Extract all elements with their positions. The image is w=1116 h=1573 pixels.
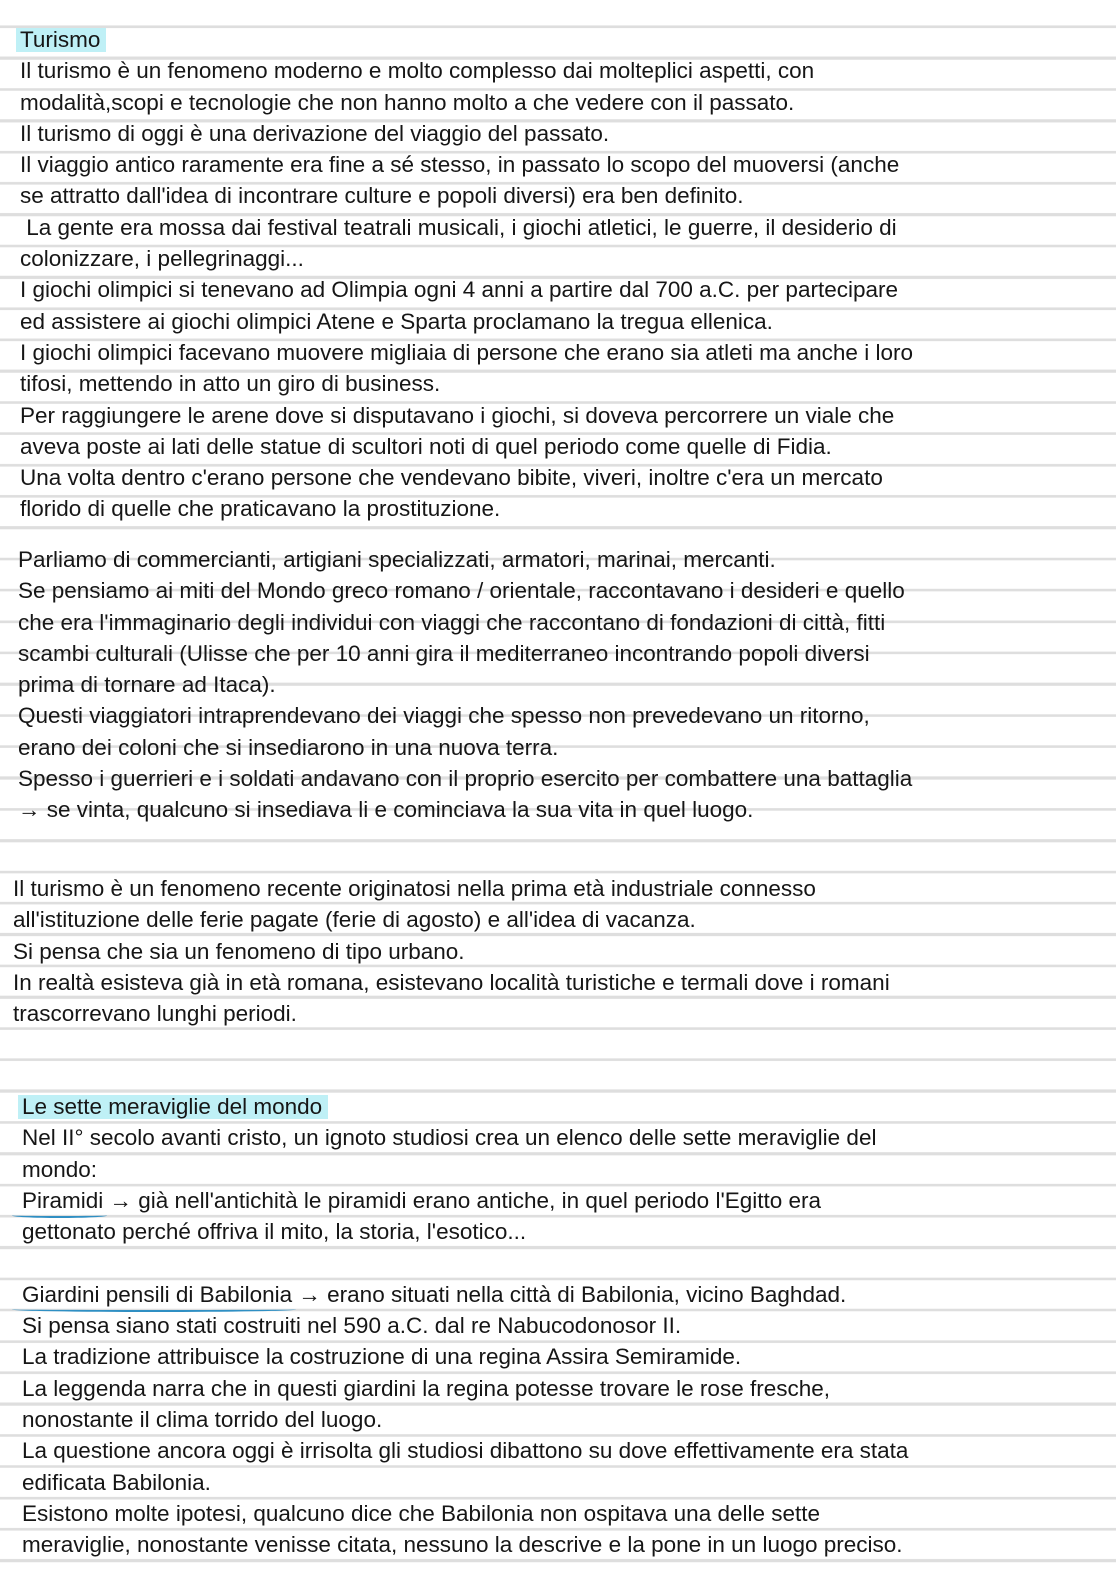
text-line: Il turismo di oggi è una derivazione del viaggio del passato. (20, 120, 610, 146)
section-meraviglie (22, 1091, 908, 1560)
text-line: Si pensa siano stati costruiti nel 590 a.C. dal re Nabucodonosor II. (22, 1313, 682, 1339)
text-line: mondo: (22, 1156, 98, 1182)
text-line: I giochi olimpici facevano muovere migliaia di persone che erano sia atleti ma anche i loro (20, 339, 913, 365)
text-line: Per raggiungere le arene dove si disputavano i giochi, si doveva percorrere un viale che (20, 402, 895, 428)
text-line: trascorrevano lunghi periodi. (13, 1001, 297, 1027)
text-line: edificata Babilonia. (22, 1469, 211, 1495)
text-line: La leggenda narra che in questi giardini la regina potesse trovare le rose fresche, (22, 1375, 830, 1401)
text-line: Se pensiamo ai miti del Mondo greco romano / orientale, raccontavano i desideri e quello (18, 578, 905, 604)
text-line: Il viaggio antico raramente era fine a sé stesso, in passato lo scopo del muoversi (anche (20, 152, 900, 178)
text-line: ed assistere ai giochi olimpici Atene e Sparta proclamano la tregua ellenica. (20, 308, 773, 334)
text-line: I giochi olimpici si tenevano ad Olimpia ogni 4 anni a partire dal 700 a.C. per partecipare (20, 277, 898, 303)
text-line: florido di quelle che praticavano la prostituzione. (20, 496, 501, 522)
text-line: Il turismo è un fenomeno moderno e molto complesso dai molteplici aspetti, con (20, 58, 815, 84)
text-line: prima di tornare ad Itaca). (18, 672, 276, 698)
section-turismo (20, 24, 913, 525)
piramidi-description: → già nell'antichità le piramidi erano antiche, in quel periodo l'Egitto era (103, 1187, 822, 1213)
heading-meraviglie (22, 1091, 908, 1122)
text-line: all'istituzione delle ferie pagate (ferie di agosto) e all'idea di vacanza. (13, 907, 696, 933)
text-line: La gente era mossa dai festival teatrali musicali, i giochi atletici, le guerre, il desiderio di (20, 214, 897, 240)
text-line: tifosi, mettendo in atto un giro di business. (20, 371, 441, 397)
text-line: Parliamo di commercianti, artigiani specializzati, armatori, marinai, mercanti. (18, 547, 776, 572)
piramidi-line (22, 1185, 908, 1216)
text-line: Questi viaggiatori intraprendevano dei viaggi che spesso non prevedevano un ritorno, (18, 703, 870, 729)
text-line: scambi culturali (Ulisse che per 10 anni gira il mediterraneo incontrando popoli diversi (18, 640, 870, 666)
term-giardini: Giardini pensili di Babilonia (22, 1281, 293, 1307)
text-line: gettonato perché offriva il mito, la storia, l'esotico... (22, 1219, 527, 1245)
blank-line (22, 1247, 908, 1278)
text-line: Spesso i guerrieri e i soldati andavano con il proprio esercito per combattere una battaglia (18, 766, 913, 792)
section-viaggiatori (18, 544, 912, 826)
text-line: Nel II° secolo avanti cristo, un ignoto studiosi crea un elenco delle sette meraviglie del (22, 1125, 877, 1151)
text-line: meraviglie, nonostante venisse citata, nessuno la descrive e la pone in un luogo preciso. (22, 1532, 903, 1558)
text-line: erano dei coloni che si insediarono in una nuova terra. (18, 734, 559, 760)
text-line: aveva poste ai lati delle statue di scultori noti di quel periodo come quelle di Fidia. (20, 433, 832, 459)
text-line: → se vinta, qualcuno si insediava li e cominciava la sua vita in quel luogo. (18, 797, 754, 823)
text-line: che era l'immaginario degli individui con viaggi che raccontano di fondazioni di città, fitti (18, 609, 886, 635)
section-turismo-moderno (13, 873, 890, 1029)
text-line: se attratto dall'idea di incontrare culture e popoli diversi) era ben definito. (20, 183, 744, 209)
heading-highlight: Turismo (16, 28, 106, 52)
text-line: colonizzare, i pellegrinaggi... (20, 246, 304, 272)
giardini-line (22, 1279, 908, 1310)
heading-turismo (20, 24, 913, 55)
text-line: La questione ancora oggi è irrisolta gli studiosi dibattono su dove effettivamente era stata (22, 1438, 909, 1464)
text-line: modalità,scopi e tecnologie che non hanno molto a che vedere con il passato. (20, 89, 795, 115)
heading-highlight: Le sette meraviglie del mondo (18, 1095, 328, 1119)
text-line: Una volta dentro c'erano persone che vendevano bibite, viveri, inoltre c'era un mercato (20, 465, 883, 491)
text-line: nonostante il clima torrido del luogo. (22, 1406, 383, 1432)
text-line: Si pensa che sia un fenomeno di tipo urbano. (13, 938, 465, 964)
giardini-description: → erano situati nella città di Babilonia, vicino Baghdad. (292, 1281, 847, 1307)
text-line: La tradizione attribuisce la costruzione di una regina Assira Semiramide. (22, 1344, 742, 1370)
term-piramidi: Piramidi (22, 1187, 104, 1213)
text-line: In realtà esisteva già in età romana, esistevano località turistiche e termali dove i romani (13, 969, 890, 995)
text-line: Il turismo è un fenomeno recente originatosi nella prima età industriale connesso (13, 876, 816, 901)
text-line: Esistono molte ipotesi, qualcuno dice che Babilonia non ospitava una delle sette (22, 1500, 821, 1526)
